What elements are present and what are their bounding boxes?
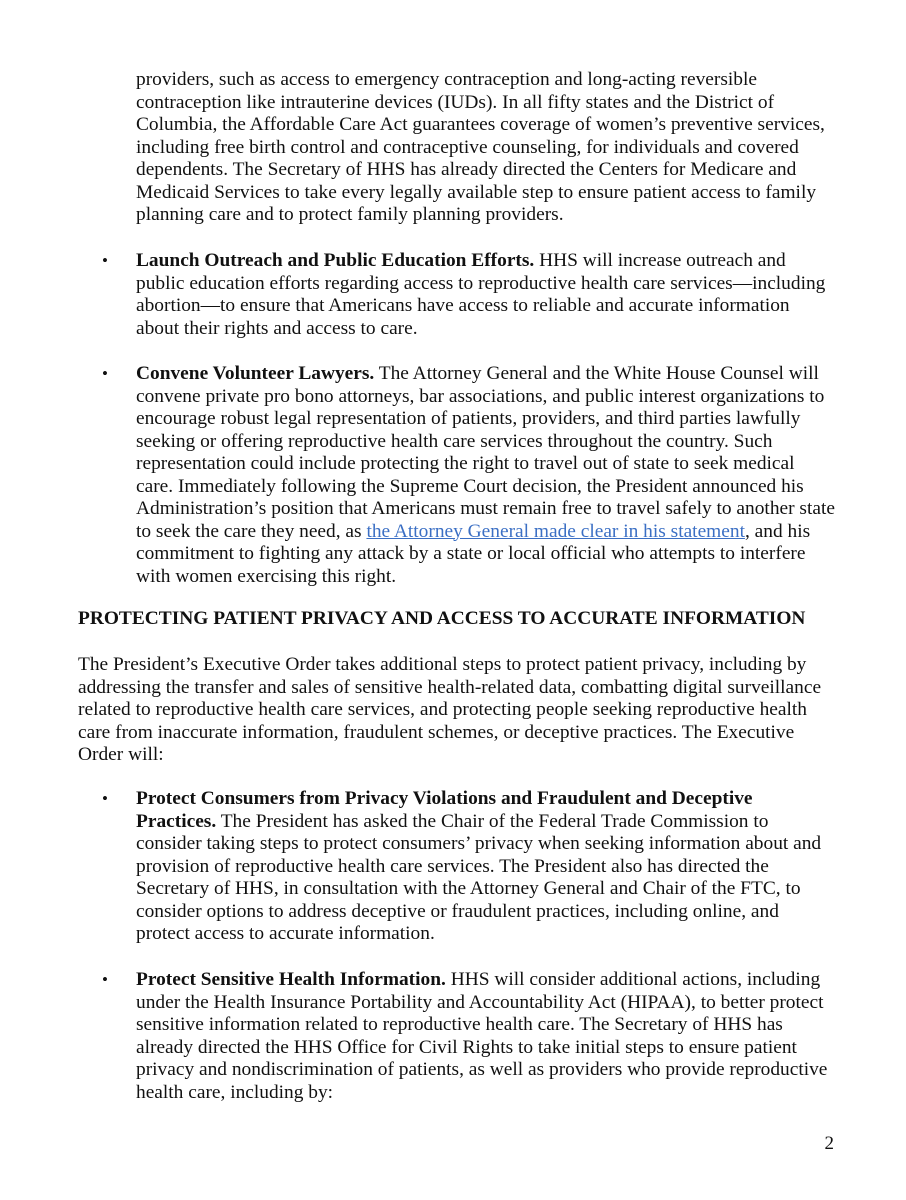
bullet-dot: • [102, 970, 108, 989]
bullet-lawyers-title: Convene Volunteer Lawyers. [136, 363, 375, 384]
bullet-lawyers-body-end: , and his commitment to fighting any attack by a state or local official who attempts to interfere with women exercising this right. [136, 520, 811, 587]
bullet-lawyers-body-start: The Attorney General and the White House Counsel will convene private pro bono attorneys, bar associations, and public interest organizations to encourage robust legal representation of patients, providers, and third parties lawfully seeking or offering reproductive health care services throughout the country. Such representation could include protecting the right to travel out of state to seek medical care. Immediately following the Supreme Court decision, the President announced his Administration’s position that Americans must remain free to travel safely to another state to seek the care they need, as [136, 363, 835, 542]
bullet-health-info [102, 969, 836, 1104]
bullet-consumers [102, 788, 836, 946]
bullet-consumers-text [136, 788, 836, 946]
bullet-dot: • [102, 789, 108, 808]
bullet-outreach-body: HHS will increase outreach and public education efforts regarding access to reproductive health care services—including abortion—to ensure that Americans have access to reliable and accurate information about their rights and access to care. [136, 250, 826, 339]
attorney-general-statement-link[interactable]: the Attorney General made clear in his statement [366, 520, 745, 542]
bullet-consumers-title: Protect Consumers from Privacy Violations and Fraudulent and Deceptive Practices. [136, 788, 753, 832]
bullet-dot: • [102, 251, 108, 270]
bullet-health-info-body: HHS will consider additional actions, including under the Health Insurance Portability and Accountability Act (HIPAA), to better protect sensitive information related to reproductive health care. The Secretary of HHS has already directed the HHS Office for Civil Rights to take initial steps to ensure patient privacy and nondiscrimination of patients, as well as providers who provide reproductive health care, including by: [136, 969, 828, 1103]
bullet-outreach [102, 250, 836, 340]
continuation-paragraph: providers, such as access to emergency contraception and long-acting reversible contraception like intrauterine devices (IUDs). In all fifty states and the District of Columbia, the Affordable Care Act guarantees coverage of women’s preventive services, including free birth control and contraceptive counseling, for individuals and covered dependents. The Secretary of HHS has already directed the Centers for Medicare and Medicaid Services to take every legally available step to ensure patient access to family planning care and to protect family planning providers. [136, 69, 825, 225]
bullet-outreach-text [136, 250, 836, 340]
bullet-lawyers-text [136, 363, 836, 588]
page-number: 2 [824, 1133, 834, 1154]
bullet-lawyers [102, 363, 836, 588]
bullet-outreach-title: Launch Outreach and Public Education Efforts. [136, 250, 535, 271]
bullet-health-info-text [136, 969, 836, 1104]
bullet-health-info-title: Protect Sensitive Health Information. [136, 969, 446, 990]
section-paragraph: The President’s Executive Order takes additional steps to protect patient privacy, including by addressing the transfer and sales of sensitive health-related data, combatting digital surveillance related to reproductive health care services, and protecting people seeking reproductive health care from inaccurate information, fraudulent schemes, or deceptive practices. The Executive Order will: [78, 654, 822, 765]
bullet-dot: • [102, 364, 108, 383]
bullet-consumers-body: The President has asked the Chair of the Federal Trade Commission to consider taking steps to protect consumers’ privacy when seeking information about and provision of reproductive health care services. The President also has directed the Secretary of HHS, in consultation with the Attorney General and Chair of the FTC, to consider options to address deceptive or fraudulent practices, including online, and protect access to accurate information. [136, 810, 822, 944]
section-heading: PROTECTING PATIENT PRIVACY AND ACCESS TO ACCURATE INFORMATION [78, 608, 806, 629]
